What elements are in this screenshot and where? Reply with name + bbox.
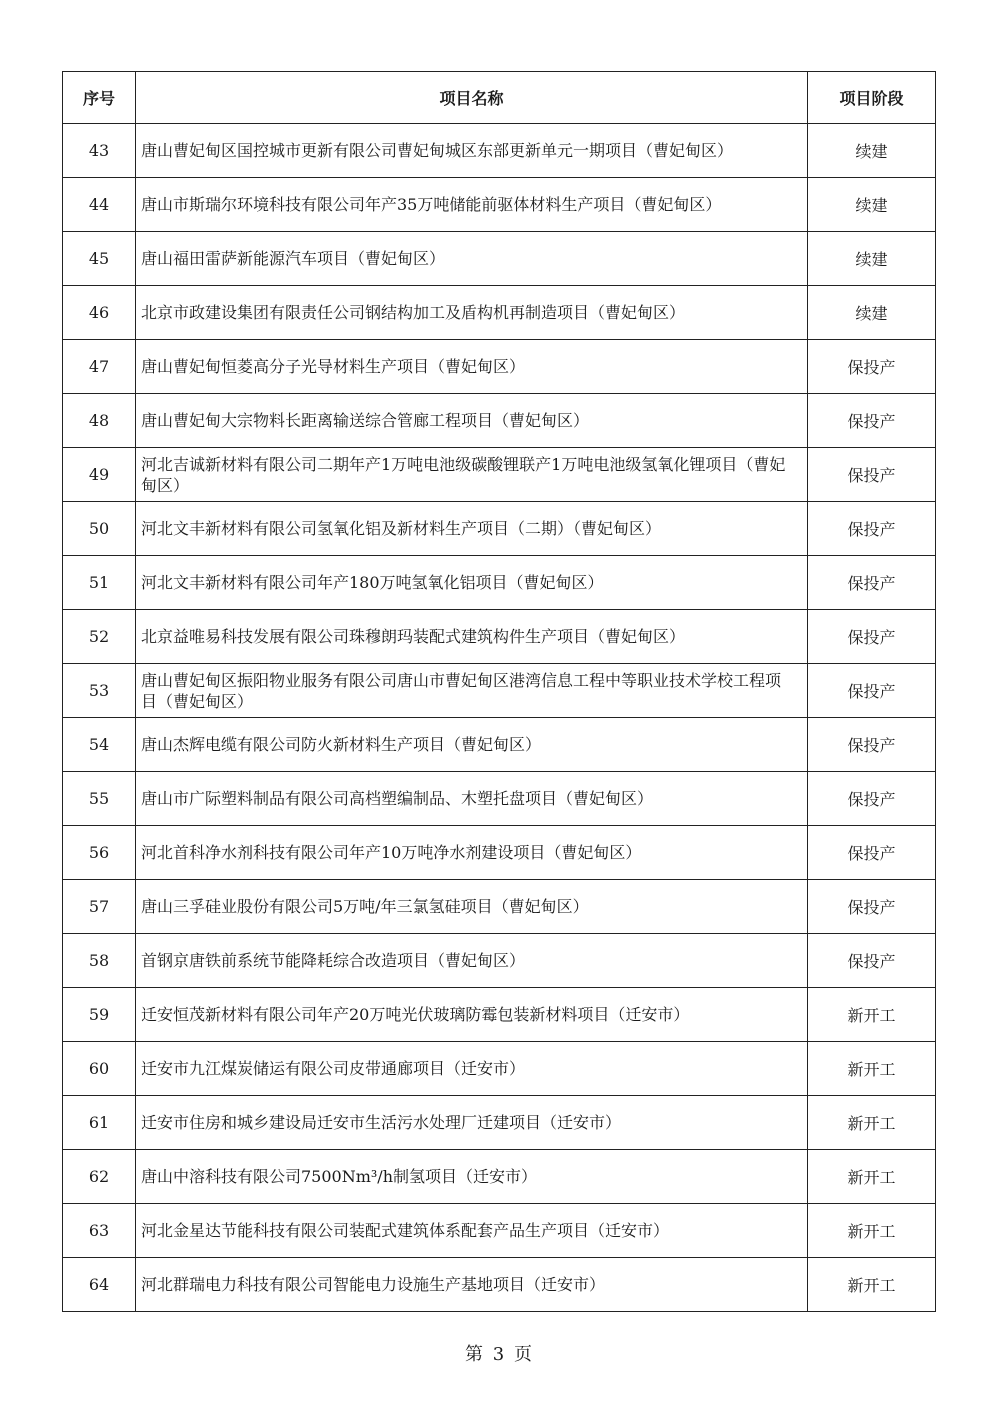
- table-row: [63, 1096, 936, 1150]
- row-seq: 53: [63, 664, 136, 718]
- row-project-name: 迁安市九江煤炭储运有限公司皮带通廊项目（迁安市）: [136, 1042, 808, 1096]
- table-row: [63, 1042, 936, 1096]
- page-number: 第 3 页: [465, 1344, 534, 1365]
- row-seq: 55: [63, 772, 136, 826]
- row-project-stage: 新开工: [808, 1096, 936, 1150]
- table-row: [63, 178, 936, 232]
- row-seq: 44: [63, 178, 136, 232]
- row-project-name: 唐山曹妃甸恒菱高分子光导材料生产项目（曹妃甸区）: [136, 340, 808, 394]
- row-project-stage: 保投产: [808, 880, 936, 934]
- row-seq: 56: [63, 826, 136, 880]
- table-row: [63, 556, 936, 610]
- row-seq: 57: [63, 880, 136, 934]
- row-project-name: 北京市政建设集团有限责任公司钢结构加工及盾构机再制造项目（曹妃甸区）: [136, 286, 808, 340]
- table-row: [63, 1150, 936, 1204]
- row-seq: 54: [63, 718, 136, 772]
- row-project-name: 唐山市斯瑞尔环境科技有限公司年产35万吨储能前驱体材料生产项目（曹妃甸区）: [136, 178, 808, 232]
- row-project-name: 迁安市住房和城乡建设局迁安市生活污水处理厂迁建项目（迁安市）: [136, 1096, 808, 1150]
- table-row: [63, 232, 936, 286]
- table-row: [63, 1258, 936, 1312]
- row-project-stage: 保投产: [808, 772, 936, 826]
- row-project-name: 唐山曹妃甸区振阳物业服务有限公司唐山市曹妃甸区港湾信息工程中等职业技术学校工程项目（曹妃甸区）: [136, 664, 808, 718]
- row-seq: 64: [63, 1258, 136, 1312]
- row-project-name: 河北文丰新材料有限公司年产180万吨氢氧化铝项目（曹妃甸区）: [136, 556, 808, 610]
- table-row: [63, 880, 936, 934]
- row-project-name: 唐山福田雷萨新能源汽车项目（曹妃甸区）: [136, 232, 808, 286]
- row-seq: 61: [63, 1096, 136, 1150]
- row-project-name: 河北文丰新材料有限公司氢氧化铝及新材料生产项目（二期）（曹妃甸区）: [136, 502, 808, 556]
- row-project-stage: 续建: [808, 124, 936, 178]
- table-row: [63, 502, 936, 556]
- table-row: [63, 664, 936, 718]
- row-seq: 45: [63, 232, 136, 286]
- table-row: [63, 286, 936, 340]
- row-seq: 43: [63, 124, 136, 178]
- row-project-name: 唐山中溶科技有限公司7500Nm³/h制氢项目（迁安市）: [136, 1150, 808, 1204]
- row-project-name: 河北首科净水剂科技有限公司年产10万吨净水剂建设项目（曹妃甸区）: [136, 826, 808, 880]
- row-project-stage: 保投产: [808, 502, 936, 556]
- row-project-stage: 保投产: [808, 934, 936, 988]
- row-project-stage: 保投产: [808, 394, 936, 448]
- row-seq: 46: [63, 286, 136, 340]
- row-project-stage: 新开工: [808, 1204, 936, 1258]
- table-row: [63, 988, 936, 1042]
- row-project-stage: 续建: [808, 286, 936, 340]
- row-project-stage: 保投产: [808, 448, 936, 502]
- table-row: [63, 772, 936, 826]
- row-seq: 63: [63, 1204, 136, 1258]
- row-project-stage: 保投产: [808, 718, 936, 772]
- row-project-name: 唐山曹妃甸区国控城市更新有限公司曹妃甸城区东部更新单元一期项目（曹妃甸区）: [136, 124, 808, 178]
- table-row: [63, 394, 936, 448]
- table-row: [63, 1204, 936, 1258]
- row-project-name: 河北群瑞电力科技有限公司智能电力设施生产基地项目（迁安市）: [136, 1258, 808, 1312]
- row-seq: 51: [63, 556, 136, 610]
- table-row: [63, 934, 936, 988]
- row-seq: 48: [63, 394, 136, 448]
- table-row: [63, 448, 936, 502]
- row-seq: 59: [63, 988, 136, 1042]
- row-project-stage: 新开工: [808, 1042, 936, 1096]
- project-table: [62, 71, 936, 1312]
- row-project-stage: 保投产: [808, 826, 936, 880]
- row-seq: 60: [63, 1042, 136, 1096]
- row-project-stage: 保投产: [808, 664, 936, 718]
- header-project-stage: 项目阶段: [808, 72, 936, 124]
- row-project-stage: 保投产: [808, 610, 936, 664]
- row-project-stage: 新开工: [808, 988, 936, 1042]
- row-project-stage: 保投产: [808, 556, 936, 610]
- row-seq: 49: [63, 448, 136, 502]
- row-project-stage: 续建: [808, 232, 936, 286]
- header-seq: 序号: [63, 72, 136, 124]
- header-project-name: 项目名称: [136, 72, 808, 124]
- row-project-name: 唐山曹妃甸大宗物料长距离输送综合管廊工程项目（曹妃甸区）: [136, 394, 808, 448]
- row-project-name: 唐山市广际塑料制品有限公司高档塑编制品、木塑托盘项目（曹妃甸区）: [136, 772, 808, 826]
- row-project-stage: 续建: [808, 178, 936, 232]
- row-project-name: 河北吉诚新材料有限公司二期年产1万吨电池级碳酸锂联产1万吨电池级氢氧化锂项目（曹妃甸区）: [136, 448, 808, 502]
- row-project-name: 首钢京唐铁前系统节能降耗综合改造项目（曹妃甸区）: [136, 934, 808, 988]
- row-project-name: 迁安恒茂新材料有限公司年产20万吨光伏玻璃防霉包装新材料项目（迁安市）: [136, 988, 808, 1042]
- row-project-name: 河北金星达节能科技有限公司装配式建筑体系配套产品生产项目（迁安市）: [136, 1204, 808, 1258]
- row-project-stage: 保投产: [808, 340, 936, 394]
- row-project-name: 北京益唯易科技发展有限公司珠穆朗玛装配式建筑构件生产项目（曹妃甸区）: [136, 610, 808, 664]
- table-body: [63, 124, 936, 1312]
- row-project-stage: 新开工: [808, 1150, 936, 1204]
- row-seq: 58: [63, 934, 136, 988]
- row-project-name: 唐山三孚硅业股份有限公司5万吨/年三氯氢硅项目（曹妃甸区）: [136, 880, 808, 934]
- row-seq: 62: [63, 1150, 136, 1204]
- row-project-stage: 新开工: [808, 1258, 936, 1312]
- table-row: [63, 610, 936, 664]
- table-row: [63, 340, 936, 394]
- row-seq: 52: [63, 610, 136, 664]
- table-row: [63, 826, 936, 880]
- row-seq: 50: [63, 502, 136, 556]
- table-header-row: [63, 72, 936, 124]
- row-project-name: 唐山杰辉电缆有限公司防火新材料生产项目（曹妃甸区）: [136, 718, 808, 772]
- row-seq: 47: [63, 340, 136, 394]
- table-row: [63, 124, 936, 178]
- table-row: [63, 718, 936, 772]
